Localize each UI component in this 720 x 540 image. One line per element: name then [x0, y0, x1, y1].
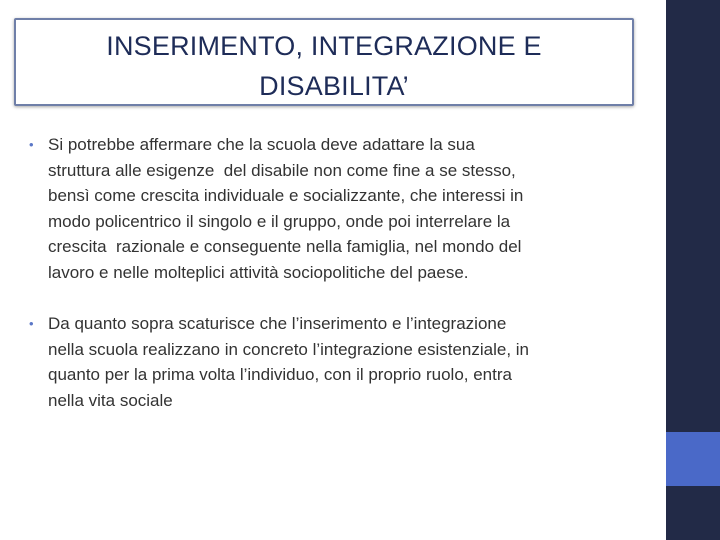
side-accent-block	[666, 432, 720, 486]
bullet-list	[28, 132, 628, 439]
text-line: lavoro e nelle molteplici attività sociopolitiche del paese.	[48, 262, 469, 282]
bullet-icon: •	[29, 316, 34, 331]
text-line: crescita razionale e conseguente nella famiglia, nel mondo del	[48, 237, 522, 256]
list-item	[28, 311, 628, 413]
text-line: Si potrebbe affermare che la scuola deve adattare la sua	[48, 135, 475, 154]
slide-title	[14, 26, 634, 106]
text-line: modo policentrico il singolo e il gruppo, onde poi interrelare la	[48, 211, 511, 231]
text-line: nella vita sociale	[48, 390, 173, 410]
title-line: DISABILITA’	[259, 71, 409, 101]
bullet-icon: •	[29, 137, 34, 152]
text-line: struttura alle esigenze del disabile non come fine a se stesso,	[48, 160, 516, 180]
text-line: bensì come crescita individuale e socializzante, che interessi in	[48, 186, 524, 205]
bullet-text	[48, 311, 628, 413]
text-line: quanto per la prima volta l’individuo, con il proprio ruolo, entra	[48, 365, 512, 384]
text-line: Da quanto sopra scaturisce che l’inserimento e l’integrazione	[48, 314, 507, 333]
bullet-text	[48, 132, 628, 285]
title-line: INSERIMENTO, INTEGRAZIONE E	[106, 31, 542, 61]
list-item	[28, 132, 628, 285]
text-line: nella scuola realizzano in concreto l’integrazione esistenziale, in	[48, 339, 529, 359]
